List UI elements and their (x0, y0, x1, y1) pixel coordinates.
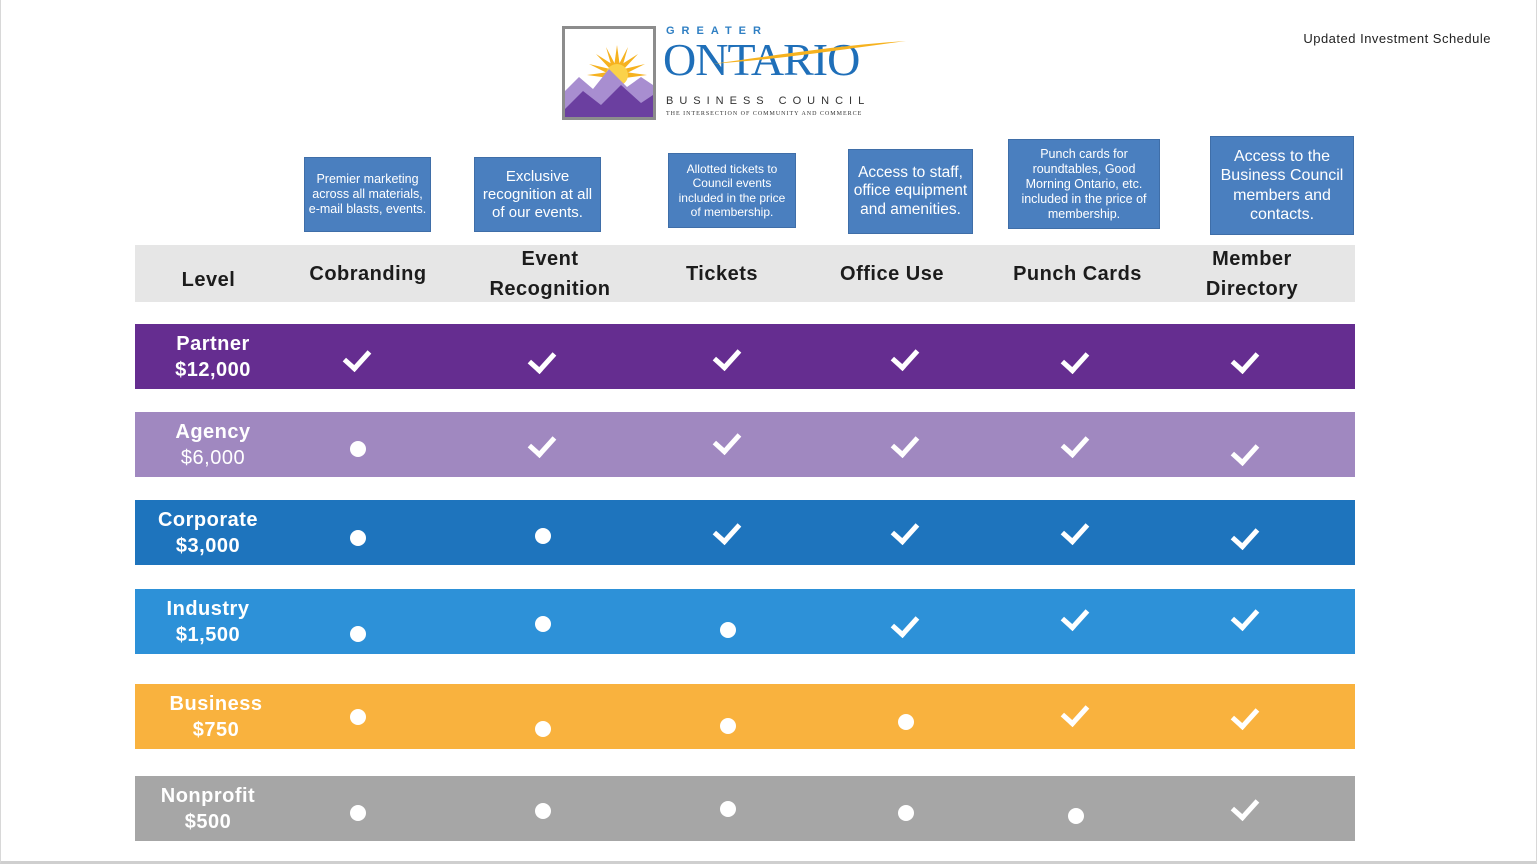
checkmark-icon (1061, 346, 1091, 376)
column-header-label: Punch Cards (1013, 262, 1142, 285)
logo-greater-text: GREATER (666, 25, 768, 37)
checkmark-icon (1061, 430, 1091, 460)
logo-ontario-text: ONTARIO (663, 34, 860, 85)
checkmark-icon (713, 427, 743, 457)
tier-price: $12,000 (175, 358, 251, 381)
tier-name: Agency (175, 420, 251, 443)
checkmark-icon (1061, 699, 1091, 729)
tier-name: Corporate (157, 508, 259, 531)
tier-price: $3,000 (175, 534, 241, 557)
bullet-dot-icon (713, 794, 743, 824)
bullet-dot-icon (343, 434, 373, 464)
checkmark-icon (1231, 438, 1261, 468)
checkmark-icon (1231, 603, 1261, 633)
tier-label (128, 500, 288, 565)
column-header-cobranding (290, 245, 446, 302)
bullet-dot-icon (528, 796, 558, 826)
bullet-dot-icon (1061, 801, 1091, 831)
tier-price: $500 (184, 810, 232, 833)
document-title: Updated Investment Schedule (1303, 31, 1491, 46)
bullet-dot-icon (891, 798, 921, 828)
checkmark-icon (713, 517, 743, 547)
checkmark-icon (528, 430, 558, 460)
tier-name: Nonprofit (160, 784, 256, 807)
tier-price: $6,000 (180, 446, 246, 469)
checkmark-icon (1061, 517, 1091, 547)
column-header-label: Level (181, 268, 236, 291)
checkmark-icon (1231, 793, 1261, 823)
benefit-description-cobranding: Premier marketing across all materials, e-mail blasts, events. (305, 158, 430, 231)
benefit-description-event-recognition: Exclusive recognition at all of our events. (475, 158, 600, 231)
swoosh-icon (712, 38, 907, 68)
column-header-label: Member (1212, 247, 1292, 270)
tier-row-agency (135, 412, 1355, 477)
column-header-office-use (820, 245, 964, 302)
tier-name: Business (169, 692, 263, 715)
bullet-dot-icon (528, 521, 558, 551)
checkmark-icon (1231, 346, 1261, 376)
column-header-tickets (657, 245, 787, 302)
checkmark-icon (1231, 702, 1261, 732)
bullet-dot-icon (343, 619, 373, 649)
checkmark-icon (1231, 522, 1261, 552)
bullet-dot-icon (343, 702, 373, 732)
sunrise-mountain-icon (565, 29, 653, 117)
tier-label (133, 412, 293, 477)
tier-row-partner (135, 324, 1355, 389)
logo-business-council-text: BUSINESS COUNCIL (666, 95, 871, 107)
benefit-description-punch-cards: Punch cards for roundtables, Good Morning Ontario, etc. included in the price of membership. (1009, 140, 1159, 228)
checkmark-icon (343, 344, 373, 374)
checkmark-icon (528, 346, 558, 376)
tier-label (128, 776, 288, 841)
bullet-dot-icon (713, 711, 743, 741)
table-header-row (135, 245, 1355, 302)
checkmark-icon (891, 430, 921, 460)
logo-emblem (562, 26, 656, 120)
bullet-dot-icon (528, 714, 558, 744)
bullet-dot-icon (713, 615, 743, 645)
checkmark-icon (891, 343, 921, 373)
tier-label (133, 324, 293, 389)
tier-row-industry (135, 589, 1355, 654)
checkmark-icon (891, 517, 921, 547)
checkmark-icon (891, 610, 921, 640)
column-header-label: Tickets (685, 262, 759, 285)
bullet-dot-icon (528, 609, 558, 639)
tier-price: $1,500 (175, 623, 241, 646)
column-header-member-directory (1187, 245, 1317, 302)
column-header-punch-cards (995, 245, 1160, 302)
logo-tagline: THE INTERSECTION OF COMMUNITY AND COMMERCE (666, 111, 863, 117)
column-header-event-recognition (470, 245, 630, 302)
logo (562, 24, 912, 124)
column-header-label: Event (521, 247, 579, 270)
column-header-level (135, 245, 282, 302)
benefit-description-tickets: Allotted tickets to Council events included in the price of membership. (669, 154, 795, 227)
checkmark-icon (713, 343, 743, 373)
tier-row-business (135, 684, 1355, 749)
column-header-label: Directory (1205, 277, 1299, 300)
tier-row-nonprofit (135, 776, 1355, 841)
tier-row-corporate (135, 500, 1355, 565)
tier-label (128, 589, 288, 654)
tier-label (136, 684, 296, 749)
tier-name: Industry (166, 597, 250, 620)
bullet-dot-icon (891, 707, 921, 737)
column-header-label: Recognition (489, 277, 611, 300)
tier-price: $750 (192, 718, 240, 741)
checkmark-icon (1061, 603, 1091, 633)
column-header-label: Office Use (840, 262, 944, 285)
benefit-description-member-directory: Access to the Business Council members and contacts. (1211, 137, 1353, 234)
benefit-description-office-use: Access to staff, office equipment and amenities. (849, 150, 972, 233)
bullet-dot-icon (343, 523, 373, 553)
tier-name: Partner (176, 332, 250, 355)
column-header-label: Cobranding (309, 262, 427, 285)
bullet-dot-icon (343, 798, 373, 828)
